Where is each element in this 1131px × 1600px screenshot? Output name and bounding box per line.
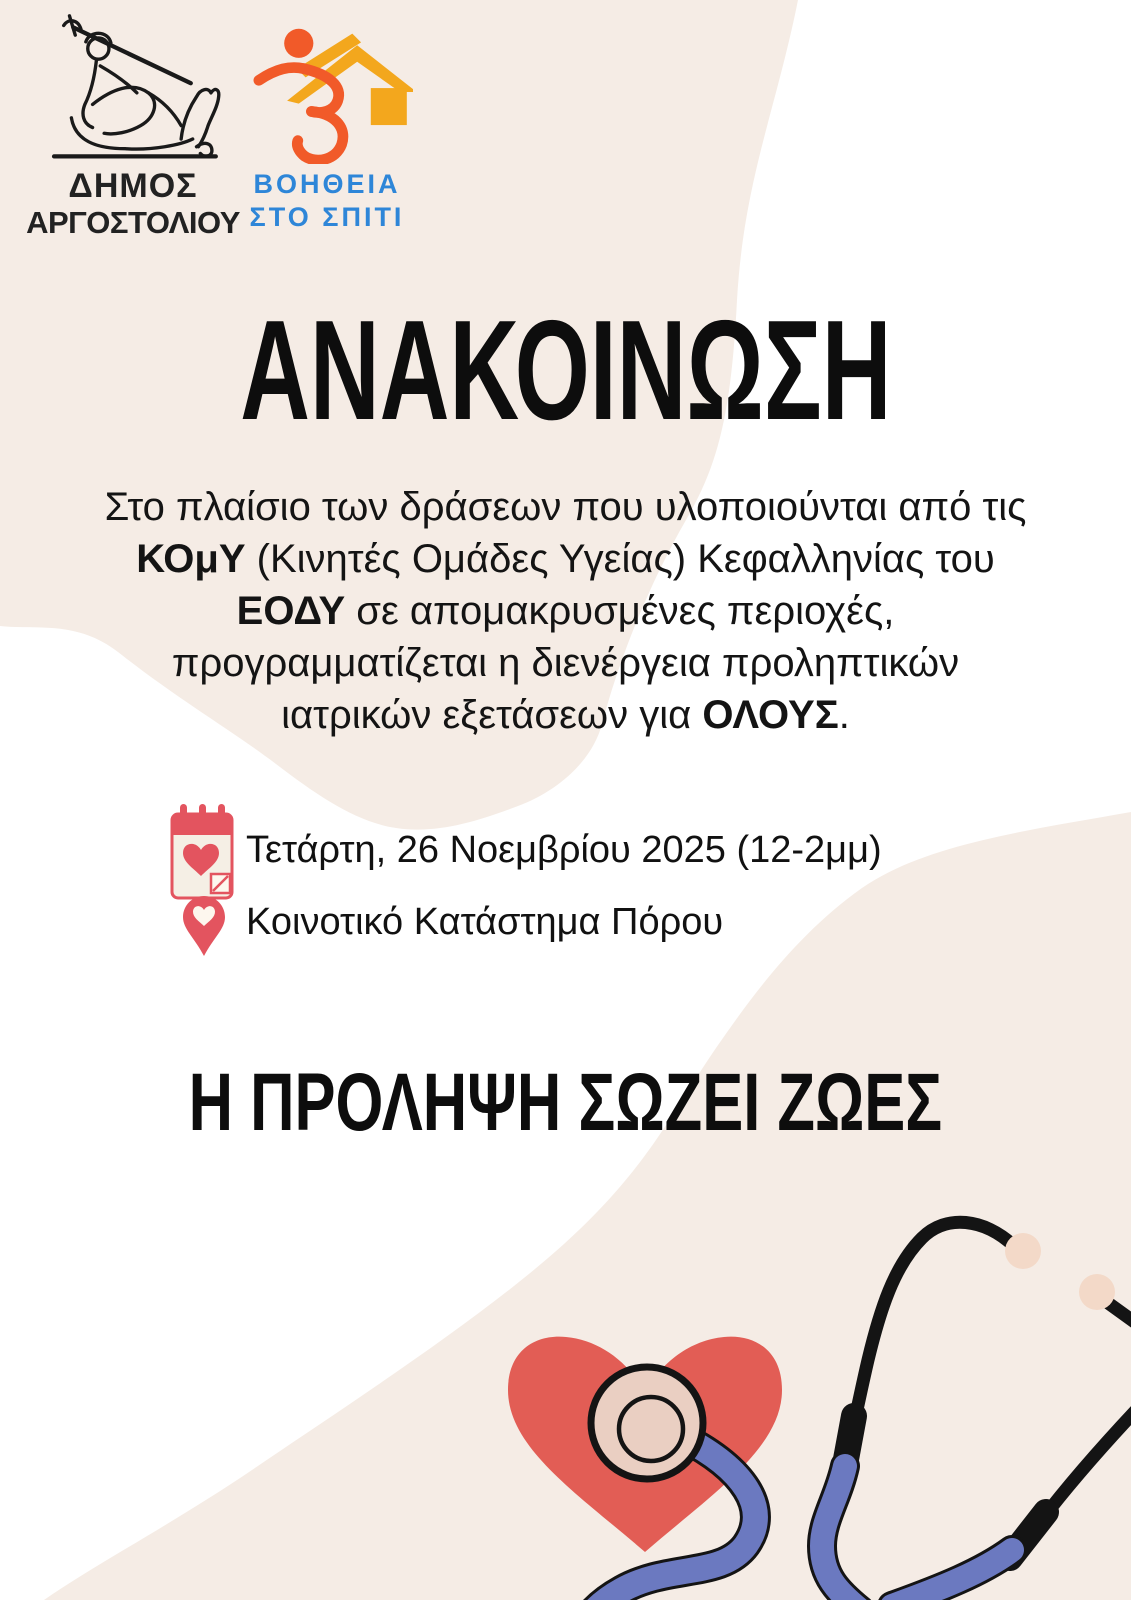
ear-tip-left: [1005, 1233, 1041, 1269]
emblem-legs: [93, 87, 155, 134]
help-at-home-line2: ΣΤΟ ΣΠΙΤΙ: [249, 202, 405, 232]
announcement-body-line: Στο πλαίσιο των δράσεων που υλοποιούνται από τις: [104, 485, 1027, 529]
house-wall: [371, 88, 407, 125]
figure-body-strokes: [259, 68, 343, 161]
municipality-emblem-icon: [33, 12, 233, 166]
municipality-name: [22, 168, 244, 241]
announcement-body-line: ιατρικών εξετάσεων για ΟΛΟΥΣ.: [281, 693, 850, 737]
ear-tip-right: [1079, 1274, 1115, 1310]
location-pin-icon: [183, 896, 225, 956]
emblem-drapery: [71, 118, 192, 149]
help-at-home-figure-icon: [241, 18, 413, 164]
calendar-header: [172, 814, 232, 835]
slogan: Η ΠΡΟΛΗΨΗ ΣΩΖΕΙ ΖΩΕΣ: [188, 1057, 943, 1148]
emblem-torso: [83, 60, 96, 127]
municipality-name-line2: ΑΡΓΟΣΤΟΛΙΟΥ: [26, 205, 240, 240]
announcement-body-line: ΚΟμΥ (Κινητές Ομάδες Υγείας) Κεφαλληνίας του: [136, 537, 995, 581]
slogan-row: [0, 1057, 1131, 1148]
event-date: Τετάρτη, 26 Νοεμβρίου 2025 (12-2μμ): [246, 829, 882, 871]
announcement-body: [28, 481, 1103, 741]
figure-head: [284, 29, 313, 58]
calendar-heart-icon: [170, 804, 234, 901]
figure-arm: [259, 68, 304, 81]
help-at-home-logo: [238, 18, 416, 234]
page-title: ΑΝΑΚΟΙΝΩΣΗ: [239, 291, 892, 450]
title-row: [0, 291, 1131, 450]
emblem-dog: [181, 89, 219, 146]
figure-lower-curve: [297, 111, 343, 160]
announcement-body-line: προγραμματίζεται η διενέργεια προληπτικών: [171, 641, 960, 685]
event-location: Κοινοτικό Κατάστημα Πόρου: [246, 901, 724, 943]
municipality-logo: [22, 12, 244, 241]
announcement-body-line: ΕΟΔΥ σε απομακρυσμένες περιοχές,: [236, 589, 895, 633]
municipality-name-line1: ΔΗΜΟΣ: [68, 167, 198, 205]
help-at-home-line1: ΒΟΗΘΕΙΑ: [253, 169, 401, 199]
help-at-home-name: [238, 168, 416, 234]
